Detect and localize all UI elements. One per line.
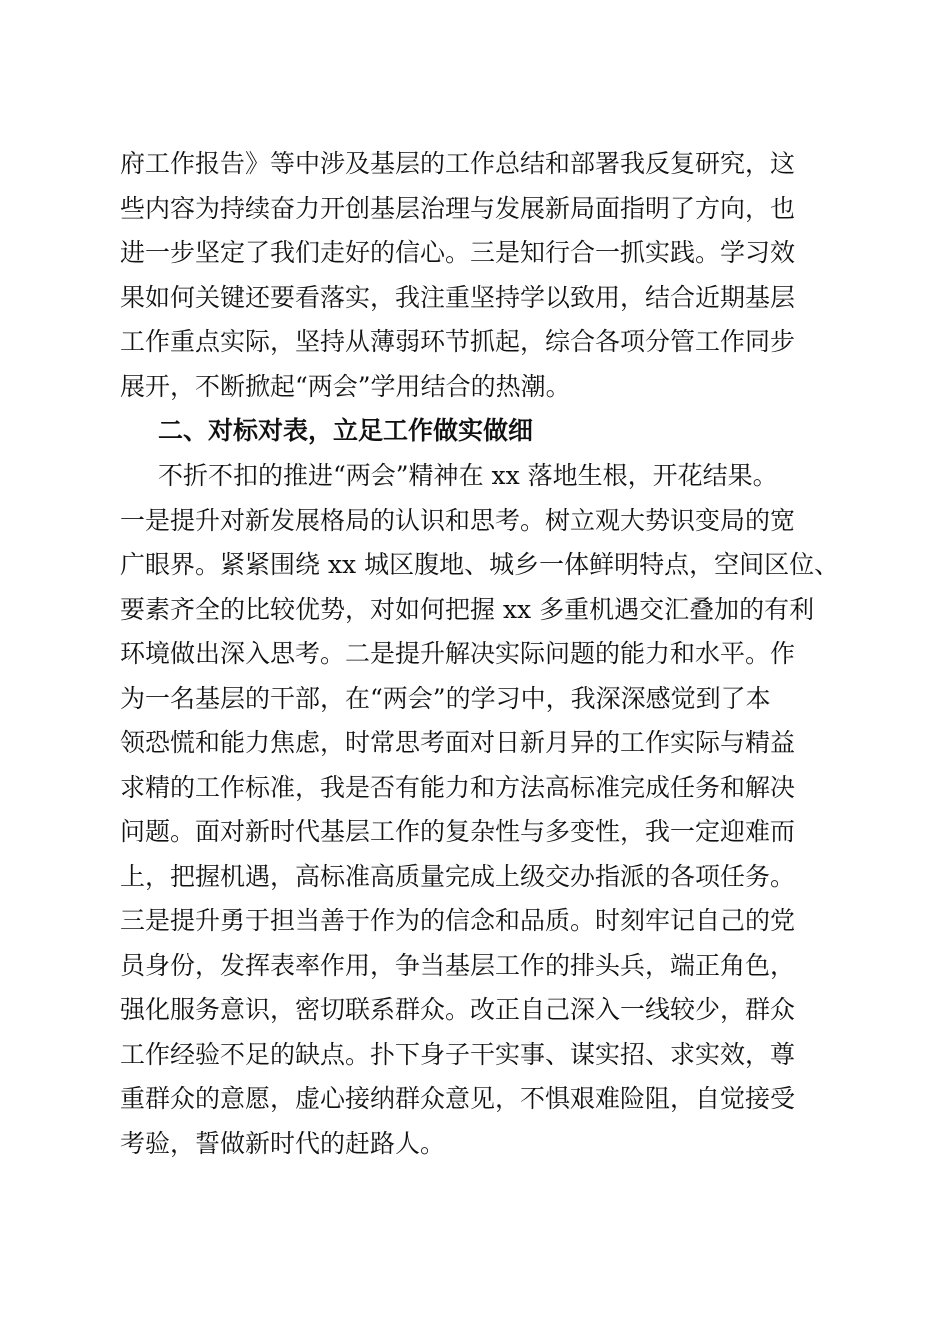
text-line: 展开，不断掀起“两会”学用结合的热潮。 [120, 371, 571, 401]
text-line: 工作经验不足的缺点。扑下身子干实事、谋实招、求实效，尊 [120, 1039, 796, 1069]
paragraph-work-report [120, 142, 840, 409]
text-line: 为一名基层的干部，在“两会”的学习中，我深深感觉到了本 [120, 683, 771, 713]
text-line: 求精的工作标准，我是否有能力和方法高标准完成任务和解决 [120, 772, 796, 802]
paragraph-benchmark [120, 454, 840, 1166]
text-line: 进一步坚定了我们走好的信心。三是知行合一抓实践。学习效 [120, 238, 796, 267]
text-line: 三是提升勇于担当善于作为的信念和品质。时刻牢记自己的党 [120, 906, 796, 935]
text-line: 一是提升对新发展格局的认识和思考。树立观大势识变局的宽 [120, 505, 796, 535]
text-line: 广眼界。紧紧围绕 xx 城区腹地、城乡一体鲜明特点，空间区位、 [120, 550, 840, 579]
text-line: 果如何关键还要看落实，我注重坚持学以致用，结合近期基层 [120, 282, 796, 312]
text-line: 领恐慌和能力焦虑，时常思考面对日新月异的工作实际与精益 [120, 728, 796, 757]
text-line: 问题。面对新时代基层工作的复杂性与多变性，我一定迎难而 [120, 817, 796, 846]
text-line: 强化服务意识，密切联系群众。改正自己深入一线较少，群众 [120, 995, 796, 1024]
text-line: 府工作报告》等中涉及基层的工作总结和部署我反复研究，这 [120, 149, 796, 178]
text-line: 重群众的意愿，虚心接纳群众意见，不惧艰难险阻，自觉接受 [120, 1084, 796, 1113]
text-line: 工作重点实际，坚持从薄弱环节抓起，综合各项分管工作同步 [120, 327, 796, 356]
section-heading: 二、对标对表，立足工作做实做细 [158, 416, 534, 445]
text-line: 要素齐全的比较优势，对如何把握 xx 多重机遇交汇叠加的有利 [120, 594, 815, 624]
text-line: 上，把握机遇，高标准高质量完成上级交办指派的各项任务。 [120, 861, 796, 891]
text-line: 环境做出深入思考。二是提升解决实际问题的能力和水平。作 [120, 639, 796, 668]
text-line: 考验，誓做新时代的赶路人。 [120, 1128, 446, 1158]
text-line: 些内容为持续奋力开创基层治理与发展新局面指明了方向，也 [120, 193, 796, 223]
text-line: 员身份，发挥表率作用，争当基层工作的排头兵，端正角色， [120, 950, 796, 980]
text-line: 不折不扣的推进“两会”精神在 xx 落地生根，开花结果。 [158, 461, 778, 490]
